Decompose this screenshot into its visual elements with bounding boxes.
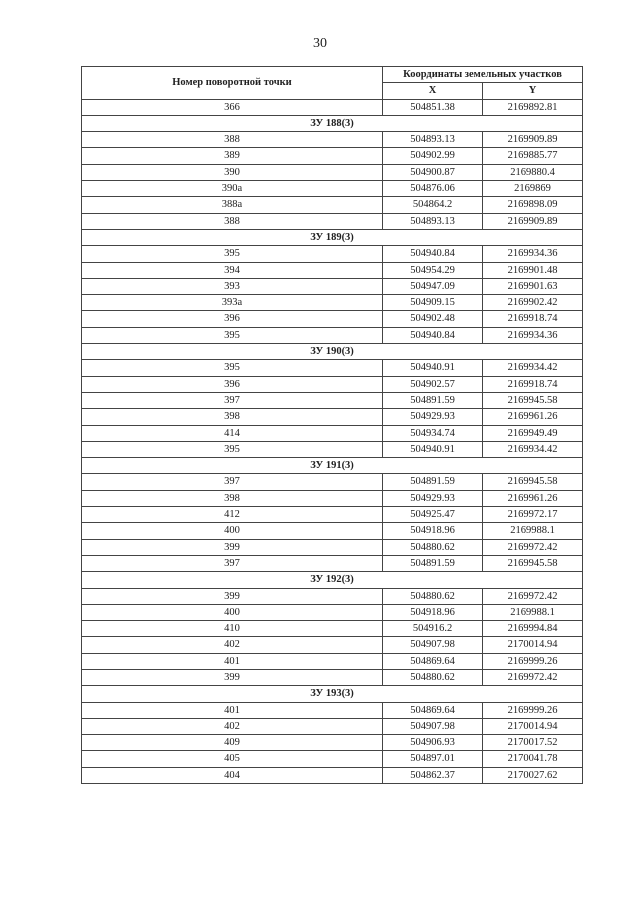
group-row: [82, 344, 583, 360]
y-coordinate-cell: 2169972.42: [483, 539, 583, 555]
table-row: [82, 555, 583, 571]
point-number-cell: 401: [82, 653, 383, 669]
group-label: ЗУ 193(3): [82, 686, 583, 702]
x-coordinate-cell: 504880.62: [383, 588, 483, 604]
table-row: [82, 702, 583, 718]
x-coordinate-cell: 504864.2: [383, 197, 483, 213]
table-row: [82, 327, 583, 343]
x-coordinate-cell: 504851.38: [383, 99, 483, 115]
table-body: [82, 99, 583, 783]
table-row: [82, 392, 583, 408]
x-coordinate-cell: 504934.74: [383, 425, 483, 441]
table-row: [82, 295, 583, 311]
x-coordinate-cell: 504862.37: [383, 767, 483, 783]
y-coordinate-cell: 2169988.1: [483, 523, 583, 539]
point-number-cell: 400: [82, 604, 383, 620]
point-number-cell: 402: [82, 637, 383, 653]
table-row: [82, 246, 583, 262]
x-coordinate-cell: 504918.96: [383, 604, 483, 620]
point-number-cell: 405: [82, 751, 383, 767]
x-coordinate-cell: 504876.06: [383, 181, 483, 197]
y-coordinate-cell: 2169892.81: [483, 99, 583, 115]
table-row: [82, 441, 583, 457]
y-coordinate-cell: 2169945.58: [483, 392, 583, 408]
y-coordinate-cell: 2169934.42: [483, 360, 583, 376]
point-number-cell: 395: [82, 327, 383, 343]
point-number-cell: 410: [82, 621, 383, 637]
x-coordinate-cell: 504902.48: [383, 311, 483, 327]
x-coordinate-cell: 504940.91: [383, 360, 483, 376]
point-number-cell: 393а: [82, 295, 383, 311]
point-number-cell: 414: [82, 425, 383, 441]
y-coordinate-cell: 2169901.63: [483, 278, 583, 294]
page-number: 30: [313, 36, 327, 51]
y-coordinate-cell: 2169999.26: [483, 702, 583, 718]
group-label: ЗУ 188(3): [82, 115, 583, 131]
y-coordinate-cell: 2170027.62: [483, 767, 583, 783]
table-row: [82, 588, 583, 604]
y-coordinate-cell: 2170014.94: [483, 718, 583, 734]
y-coordinate-cell: 2169994.84: [483, 621, 583, 637]
table-row: [82, 278, 583, 294]
table-row: [82, 637, 583, 653]
table-row: [82, 735, 583, 751]
x-coordinate-cell: 504929.93: [383, 490, 483, 506]
point-number-cell: 397: [82, 392, 383, 408]
table-row: [82, 164, 583, 180]
point-number-cell: 393: [82, 278, 383, 294]
y-coordinate-cell: 2169999.26: [483, 653, 583, 669]
table-row: [82, 474, 583, 490]
point-number-cell: 396: [82, 376, 383, 392]
y-coordinate-cell: 2169934.36: [483, 246, 583, 262]
x-header: X: [383, 83, 483, 99]
point-number-cell: 394: [82, 262, 383, 278]
point-number-cell: 388а: [82, 197, 383, 213]
x-coordinate-cell: 504947.09: [383, 278, 483, 294]
table-row: [82, 604, 583, 620]
y-coordinate-cell: 2169972.17: [483, 507, 583, 523]
point-number-cell: 390а: [82, 181, 383, 197]
table-row: [82, 132, 583, 148]
y-coordinate-cell: 2169918.74: [483, 376, 583, 392]
group-label: ЗУ 189(3): [82, 229, 583, 245]
y-coordinate-cell: 2169934.36: [483, 327, 583, 343]
x-coordinate-cell: 504916.2: [383, 621, 483, 637]
y-coordinate-cell: 2169961.26: [483, 409, 583, 425]
x-coordinate-cell: 504893.13: [383, 213, 483, 229]
table-row: [82, 718, 583, 734]
table-row: [82, 99, 583, 115]
group-label: ЗУ 192(3): [82, 572, 583, 588]
x-coordinate-cell: 504880.62: [383, 539, 483, 555]
group-row: [82, 458, 583, 474]
point-number-cell: 401: [82, 702, 383, 718]
table-row: [82, 197, 583, 213]
x-coordinate-cell: 504891.59: [383, 392, 483, 408]
point-number-cell: 366: [82, 99, 383, 115]
x-coordinate-cell: 504918.96: [383, 523, 483, 539]
coordinates-table: [81, 66, 583, 784]
y-coordinate-cell: 2169945.58: [483, 474, 583, 490]
x-coordinate-cell: 504902.99: [383, 148, 483, 164]
table-row: [82, 621, 583, 637]
y-coordinate-cell: 2169901.48: [483, 262, 583, 278]
table-row: [82, 653, 583, 669]
table-row: [82, 523, 583, 539]
table-row: [82, 539, 583, 555]
point-number-cell: 399: [82, 588, 383, 604]
table-row: [82, 507, 583, 523]
x-coordinate-cell: 504902.57: [383, 376, 483, 392]
table-row: [82, 409, 583, 425]
y-coordinate-cell: 2169945.58: [483, 555, 583, 571]
x-coordinate-cell: 504906.93: [383, 735, 483, 751]
y-coordinate-cell: 2169988.1: [483, 604, 583, 620]
table-row: [82, 213, 583, 229]
group-row: [82, 229, 583, 245]
point-number-cell: 404: [82, 767, 383, 783]
y-coordinate-cell: 2169909.89: [483, 213, 583, 229]
x-coordinate-cell: 504940.84: [383, 327, 483, 343]
point-number-cell: 395: [82, 246, 383, 262]
point-number-cell: 388: [82, 213, 383, 229]
x-coordinate-cell: 504893.13: [383, 132, 483, 148]
point-number-cell: 389: [82, 148, 383, 164]
y-coordinate-cell: 2169880.4: [483, 164, 583, 180]
point-number-cell: 397: [82, 474, 383, 490]
group-row: [82, 686, 583, 702]
y-coordinate-cell: 2169972.42: [483, 588, 583, 604]
x-coordinate-cell: 504929.93: [383, 409, 483, 425]
y-coordinate-cell: 2169961.26: [483, 490, 583, 506]
table-row: [82, 751, 583, 767]
point-number-cell: 400: [82, 523, 383, 539]
y-coordinate-cell: 2170041.78: [483, 751, 583, 767]
x-coordinate-cell: 504891.59: [383, 474, 483, 490]
point-number-cell: 398: [82, 490, 383, 506]
table-row: [82, 148, 583, 164]
y-coordinate-cell: 2169918.74: [483, 311, 583, 327]
table-row: [82, 490, 583, 506]
point-number-cell: 402: [82, 718, 383, 734]
x-coordinate-cell: 504900.87: [383, 164, 483, 180]
x-coordinate-cell: 504940.91: [383, 441, 483, 457]
y-coordinate-cell: 2169902.42: [483, 295, 583, 311]
y-coordinate-cell: 2169934.42: [483, 441, 583, 457]
point-number-cell: 395: [82, 441, 383, 457]
x-coordinate-cell: 504925.47: [383, 507, 483, 523]
point-number-cell: 412: [82, 507, 383, 523]
x-coordinate-cell: 504869.64: [383, 653, 483, 669]
group-label: ЗУ 190(3): [82, 344, 583, 360]
point-number-cell: 396: [82, 311, 383, 327]
x-coordinate-cell: 504880.62: [383, 669, 483, 685]
point-number-cell: 399: [82, 669, 383, 685]
point-number-cell: 399: [82, 539, 383, 555]
table-row: [82, 376, 583, 392]
table-row: [82, 181, 583, 197]
point-number-cell: 398: [82, 409, 383, 425]
x-coordinate-cell: 504940.84: [383, 246, 483, 262]
point-number-cell: 397: [82, 555, 383, 571]
table-row: [82, 311, 583, 327]
y-coordinate-cell: 2170017.52: [483, 735, 583, 751]
x-coordinate-cell: 504897.01: [383, 751, 483, 767]
table-row: [82, 360, 583, 376]
x-coordinate-cell: 504907.98: [383, 718, 483, 734]
table-row: [82, 767, 583, 783]
point-number-cell: 409: [82, 735, 383, 751]
group-row: [82, 572, 583, 588]
point-number-cell: 388: [82, 132, 383, 148]
group-label: ЗУ 191(3): [82, 458, 583, 474]
coords-header: Координаты земельных участков: [383, 67, 583, 83]
x-coordinate-cell: 504891.59: [383, 555, 483, 571]
point-number-cell: 390: [82, 164, 383, 180]
y-coordinate-cell: 2169885.77: [483, 148, 583, 164]
point-column-header: Номер поворотной точки: [82, 67, 383, 100]
y-coordinate-cell: 2170014.94: [483, 637, 583, 653]
table-row: [82, 262, 583, 278]
y-coordinate-cell: 2169972.42: [483, 669, 583, 685]
y-coordinate-cell: 2169949.49: [483, 425, 583, 441]
table-row: [82, 425, 583, 441]
y-coordinate-cell: 2169898.09: [483, 197, 583, 213]
y-header: Y: [483, 83, 583, 99]
x-coordinate-cell: 504907.98: [383, 637, 483, 653]
x-coordinate-cell: 504954.29: [383, 262, 483, 278]
x-coordinate-cell: 504869.64: [383, 702, 483, 718]
group-row: [82, 115, 583, 131]
table-row: [82, 669, 583, 685]
x-coordinate-cell: 504909.15: [383, 295, 483, 311]
y-coordinate-cell: 2169909.89: [483, 132, 583, 148]
y-coordinate-cell: 2169869: [483, 181, 583, 197]
point-number-cell: 395: [82, 360, 383, 376]
